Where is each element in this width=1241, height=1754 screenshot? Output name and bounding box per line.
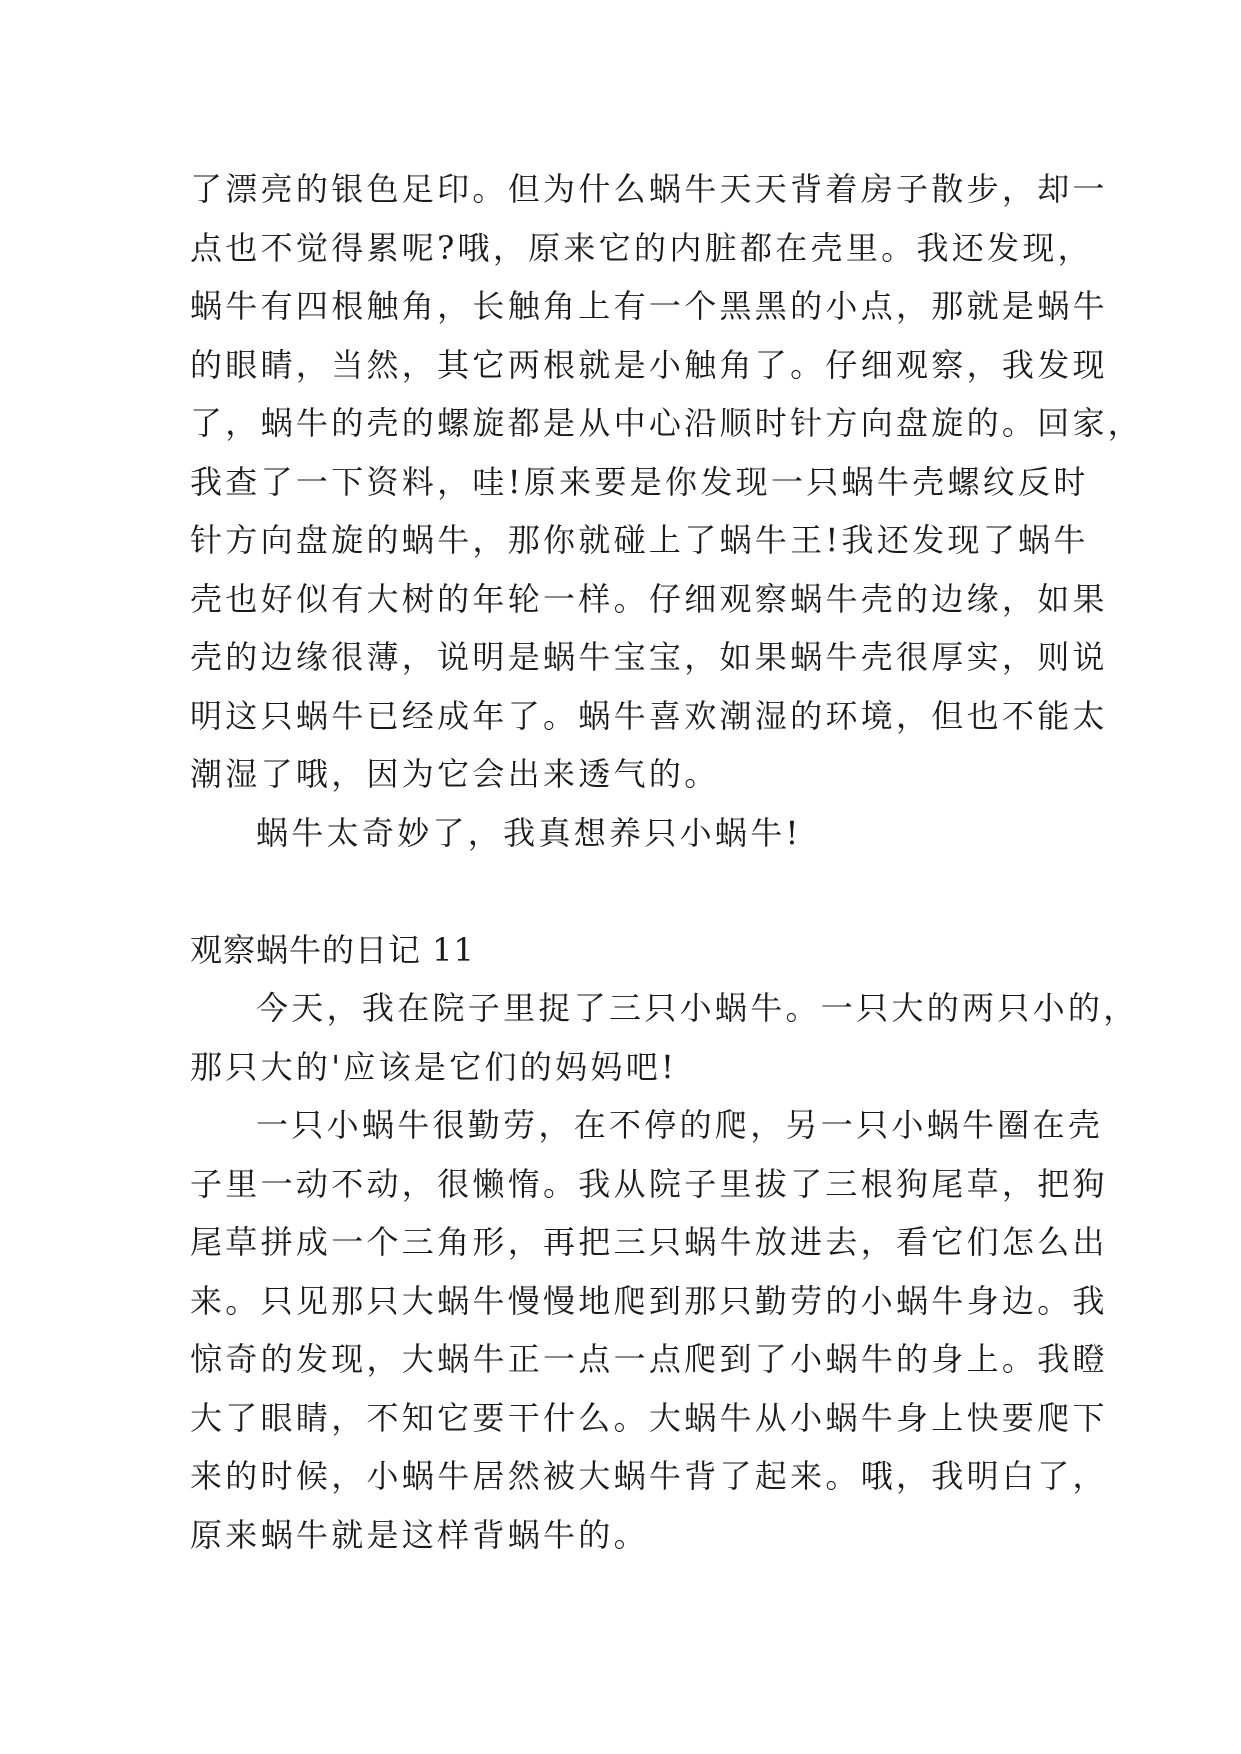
paragraph-1 bbox=[190, 979, 1139, 1096]
text-line: 惊奇的发现，大蜗牛正一点一点爬到了小蜗牛的身上。我瞪 bbox=[190, 1340, 1108, 1378]
section-gap bbox=[190, 862, 1050, 921]
text-line: 今天，我在院子里捉了三只小蜗牛。一只大的两只小的， bbox=[256, 989, 1139, 1027]
text-line: 来。只见那只大蜗牛慢慢地爬到那只勤劳的小蜗牛身边。我 bbox=[190, 1281, 1108, 1320]
text-line: 来的时候，小蜗牛居然被大蜗牛背了起来。哦，我明白了， bbox=[190, 1457, 1108, 1495]
text-line: 尾草拼成一个三角形，再把三只蜗牛放进去，看它们怎么出 bbox=[190, 1223, 1108, 1261]
text-line: 点也不觉得累呢?哦，原来它的内脏都在壳里。我还发现， bbox=[190, 228, 1093, 267]
closing-sentence: 蜗牛太奇妙了，我真想养只小蜗牛! bbox=[256, 813, 802, 852]
paragraph-2 bbox=[190, 1096, 1108, 1564]
text-line: 壳的边缘很薄，说明是蜗牛宝宝，如果蜗牛壳很厚实，则说 bbox=[190, 638, 1108, 676]
text-line: 大了眼睛，不知它要干什么。大蜗牛从小蜗牛身上快要爬下 bbox=[190, 1398, 1108, 1437]
text-line: 壳也好似有大树的年轮一样。仔细观察蜗牛壳的边缘，如果 bbox=[190, 579, 1108, 618]
text-line: 潮湿了哦，因为它会出来透气的。 bbox=[190, 755, 720, 793]
text-line: 针方向盘旋的蜗牛，那你就碰上了蜗牛王!我还发现了蜗牛 bbox=[190, 521, 1089, 559]
text-line: 那只大的'应该是它们的妈妈吧! bbox=[190, 1047, 678, 1086]
text-line: 的眼睛，当然，其它两根就是小触角了。仔细观察，我发现 bbox=[190, 345, 1108, 384]
document-page bbox=[190, 160, 1144, 1564]
section-title: 观察蜗牛的日记 11 bbox=[190, 930, 475, 969]
text-line: 了，蜗牛的壳的螺旋都是从中心沿顺时针方向盘旋的。回家， bbox=[190, 404, 1144, 442]
text-line: 蜗牛有四根触角，长触角上有一个黑黑的小点，那就是蜗牛 bbox=[190, 287, 1108, 325]
text-line: 我查了一下资料，哇!原来要是你发现一只蜗牛壳螺纹反时 bbox=[190, 462, 1089, 501]
text-line: 原来蜗牛就是这样背蜗牛的。 bbox=[190, 1515, 649, 1554]
text-line: 一只小蜗牛很勤劳，在不停的爬，另一只小蜗牛圈在壳 bbox=[256, 1106, 1104, 1144]
text-line: 子里一动不动，很懒惰。我从院子里拔了三根狗尾草，把狗 bbox=[190, 1164, 1108, 1203]
text-line: 明这只蜗牛已经成年了。蜗牛喜欢潮湿的环境，但也不能太 bbox=[190, 696, 1108, 735]
paragraph-continued bbox=[190, 160, 1144, 804]
text-line: 了漂亮的银色足印。但为什么蜗牛天天背着房子散步，却一 bbox=[190, 170, 1108, 208]
